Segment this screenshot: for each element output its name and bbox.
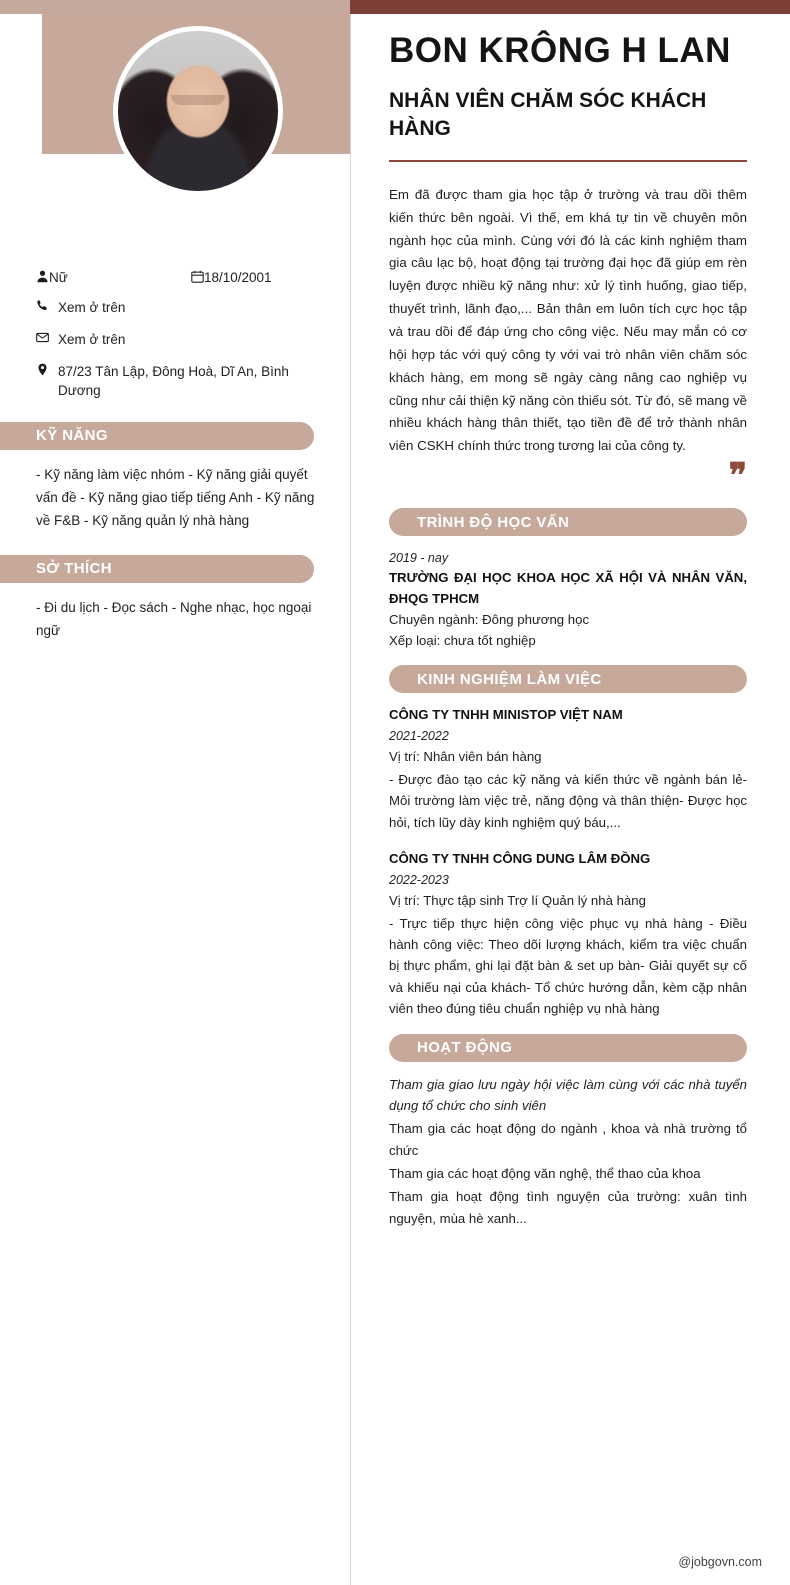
top-left-accent-bar — [0, 0, 350, 14]
experience-item — [389, 849, 747, 1019]
avatar-image — [118, 31, 278, 191]
education-school: TRƯỜNG ĐẠI HỌC KHOA HỌC XÃ HỘI VÀ NHÂN VĂN, ĐHQG TPHCM — [389, 570, 747, 606]
education-major: Chuyên ngành: Đông phương học — [389, 612, 590, 628]
spacer — [389, 833, 747, 849]
location-pin-icon — [36, 363, 58, 376]
contact-birthday — [191, 270, 272, 285]
right-column — [389, 30, 747, 1229]
contact-birthday-value: 18/10/2001 — [204, 270, 272, 285]
education-date: 2019 - nay — [389, 551, 449, 566]
section-header-activities — [389, 1034, 747, 1062]
avatar — [113, 26, 283, 196]
hobbies-body: - Đi du lịch - Đọc sách - Nghe nhạc, học ngoại ngữ — [36, 599, 312, 638]
section-header-hobbies — [0, 555, 314, 583]
phone-icon — [36, 299, 58, 312]
experience-position: Vị trí: Thực tập sinh Trợ lí Quản lý nhà hàng — [389, 892, 646, 908]
hobbies-heading: SỞ THÍCH — [36, 560, 112, 578]
skills-heading: KỸ NĂNG — [36, 427, 108, 445]
contact-email-value: Xem ở trên — [58, 332, 126, 348]
footer-watermark: @jobgovn.com — [678, 1555, 762, 1569]
person-icon — [36, 270, 49, 283]
mail-icon — [36, 331, 58, 344]
left-column — [0, 270, 350, 643]
education-heading: TRÌNH ĐỘ HỌC VẤN — [417, 513, 570, 531]
contact-address-value: 87/23 Tân Lập, Đông Hoà, Dĩ An, Bình Dương — [58, 364, 289, 398]
education-grade: Xếp loại: chưa tốt nghiệp — [389, 633, 536, 649]
activities-line: Tham gia hoạt động tình nguyện của trường: xuân tình nguyện, mùa hè xanh... — [389, 1189, 747, 1226]
page-title: BON KRÔNG H LAN — [389, 31, 731, 70]
title-divider — [389, 160, 747, 162]
experience-date: 2022-2023 — [389, 872, 449, 887]
activities-line: Tham gia các hoạt động văn nghệ, thể thao của khoa — [389, 1166, 701, 1182]
contact-phone-value: Xem ở trên — [58, 300, 126, 315]
section-header-skills — [0, 422, 314, 450]
activities-heading: HOẠT ĐỘNG — [417, 1039, 513, 1057]
experience-position: Vị trí: Nhân viên bán hàng — [389, 748, 542, 764]
experience-heading: KINH NGHIỆM LÀM VIỆC — [417, 670, 602, 688]
experience-details: - Trực tiếp thực hiện công việc phục vụ nhà hàng - Điều hành công việc: Theo dõi lượng khách, kiểm tra việc chuẩn bị thực phẩm, ghi lại đặt bàn & set up bàn- Giải quyết sự cố và khiếu nại của khách- Tổ chức hướng dẫn, kèm cặp nhân viên theo đúng tiêu chuẩn nghiệp vụ nhà hàng — [389, 915, 747, 1017]
contact-gender — [36, 270, 191, 285]
column-divider — [350, 14, 351, 1585]
job-title: NHÂN VIÊN CHĂM SÓC KHÁCH HÀNG — [389, 89, 707, 140]
summary-text: Em đã được tham gia học tập ở trường và trau dồi thêm kiến thức bên ngoài. Vì thế, em khá tự tin về chuyên môn ngành học của mình. Cùng với đó là các kinh nghiệm tham gia câu lạc bộ, hoạt động tại trường đại học đã giúp em rèn luyện được nhiều kỹ năng như: xử lý tình huống, giao tiếp, thuyết trình, lãnh đạo,... Bản thân em luôn tích cực học tập và trau dồi để đáp ứng cho công việc. Nếu may mắn có cơ hội hợp tác với quý công ty với vai trò nhân viên chăm sóc khách hàng, em mong sẽ ngày càng nâng cao nghiệp vụ cũng như cải thiện kỹ năng còn thiếu sót. Từ đó, sẽ mang về nhiều khách hàng thân thiết, tạo tiền đề để trở thành nhân viên CSKH chính thức trong tương lai của công ty. — [389, 186, 747, 454]
contact-email — [36, 331, 316, 349]
experience-details: - Được đào tạo các kỹ năng và kiến thức về ngành bán lẻ- Môi trường làm việc trẻ, năng động và thân thiện- Được học hỏi, tích lũy dày kinh nghiệm quý báu,... — [389, 771, 747, 830]
experience-date: 2021-2022 — [389, 728, 449, 743]
contact-row-gender-birthday — [36, 270, 316, 285]
contact-phone — [36, 299, 316, 317]
section-header-experience — [389, 665, 747, 693]
experience-item — [389, 705, 747, 833]
top-right-accent-bar — [350, 0, 790, 14]
activities-line-italic: Tham gia giao lưu ngày hội việc làm cùng với các nhà tuyển dụng tổ chức cho sinh viên — [389, 1076, 747, 1113]
activities-line: Tham gia các hoạt động do ngành , khoa và nhà trường tổ chức — [389, 1121, 747, 1158]
skills-body: - Kỹ năng làm việc nhóm - Kỹ năng giải quyết vấn đề - Kỹ năng giao tiếp tiếng Anh - Kỹ năng về F&B - Kỹ năng quản lý nhà hàng — [36, 466, 315, 528]
section-header-education — [389, 508, 747, 536]
calendar-icon — [191, 270, 204, 283]
contact-gender-value: Nữ — [49, 270, 68, 285]
contact-address — [36, 363, 316, 399]
experience-company: CÔNG TY TNHH MINISTOP VIỆT NAM — [389, 707, 623, 723]
quote-icon: ❞ — [728, 458, 747, 496]
experience-company: CÔNG TY TNHH CÔNG DUNG LÂM ĐỒNG — [389, 851, 651, 867]
